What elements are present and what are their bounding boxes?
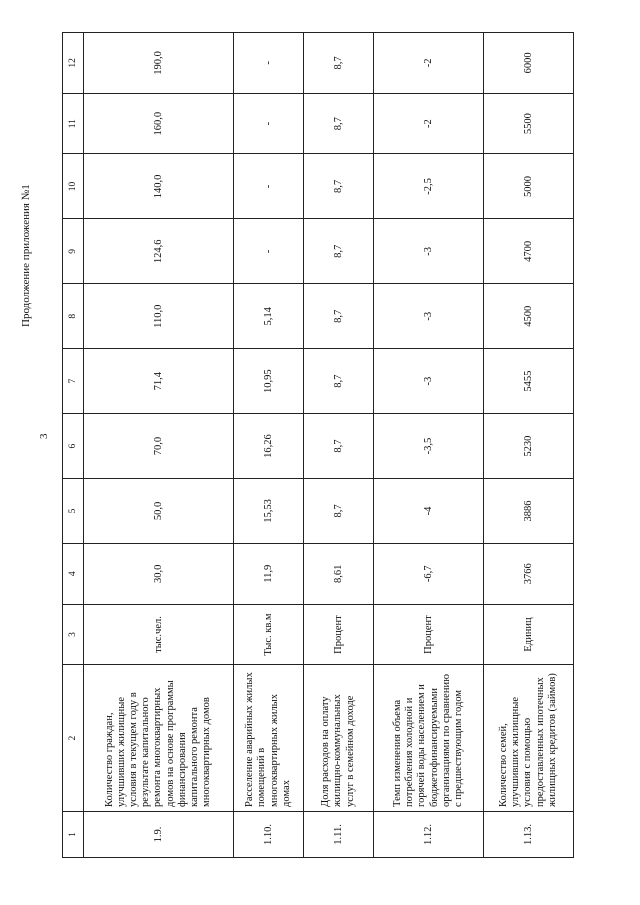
- table-row: [374, 33, 484, 858]
- indicator-name: Расселение аварийных жилых помещений в многоквартирных жилых домах: [234, 665, 304, 812]
- value-cell: 124,6: [84, 219, 234, 284]
- value-cell: 4500: [484, 284, 574, 349]
- value-cell: 8,7: [304, 479, 374, 544]
- value-cell: -3,5: [374, 414, 484, 479]
- row-number: 1.13.: [484, 811, 574, 857]
- value-cell: 4700: [484, 219, 574, 284]
- unit-cell: Тыс. кв.м: [234, 604, 304, 665]
- value-cell: 5500: [484, 93, 574, 154]
- column-header: 4: [63, 543, 84, 604]
- appendix-caption: Продолжение приложения №1: [20, 184, 32, 327]
- value-cell: 5455: [484, 349, 574, 414]
- unit-cell: тыс.чел.: [84, 604, 234, 665]
- value-cell: -3: [374, 219, 484, 284]
- value-cell: 11,9: [234, 543, 304, 604]
- indicator-name: Темп изменения объема потребления холодной и горячей воды населением и бюджетофинансируемыми организациями по сравнению с предшествующим годом: [374, 665, 484, 812]
- value-cell: -6,7: [374, 543, 484, 604]
- row-number: 1.12.: [374, 811, 484, 857]
- column-header: 7: [63, 349, 84, 414]
- value-cell: 70,0: [84, 414, 234, 479]
- value-cell: 140,0: [84, 154, 234, 219]
- value-cell: 8,7: [304, 349, 374, 414]
- value-cell: 110,0: [84, 284, 234, 349]
- value-cell: -3: [374, 349, 484, 414]
- table-row: [84, 33, 234, 858]
- column-number-header: [63, 33, 84, 858]
- indicators-table: [62, 32, 574, 858]
- value-cell: 5230: [484, 414, 574, 479]
- value-cell: -4: [374, 479, 484, 544]
- column-header: 12: [63, 33, 84, 94]
- value-cell: 3766: [484, 543, 574, 604]
- table-row: [484, 33, 574, 858]
- unit-cell: Процент: [304, 604, 374, 665]
- row-number: 1.9.: [84, 811, 234, 857]
- value-cell: -3: [374, 284, 484, 349]
- value-cell: 5,14: [234, 284, 304, 349]
- value-cell: 8,61: [304, 543, 374, 604]
- indicator-name: Количество семей, улучшивших жилищные условия с помощью предоставленных ипотечных жилищных кредитов (займов): [484, 665, 574, 812]
- rotated-table-container: [62, 32, 572, 858]
- column-header: 11: [63, 93, 84, 154]
- unit-cell: Процент: [374, 604, 484, 665]
- value-cell: 30,0: [84, 543, 234, 604]
- value-cell: 8,7: [304, 414, 374, 479]
- column-header: 2: [63, 665, 84, 812]
- column-header: 8: [63, 284, 84, 349]
- value-cell: -: [234, 219, 304, 284]
- value-cell: 8,7: [304, 93, 374, 154]
- column-header: 9: [63, 219, 84, 284]
- value-cell: 8,7: [304, 154, 374, 219]
- value-cell: 8,7: [304, 219, 374, 284]
- value-cell: 50,0: [84, 479, 234, 544]
- value-cell: 190,0: [84, 33, 234, 94]
- value-cell: -: [234, 154, 304, 219]
- value-cell: 71,4: [84, 349, 234, 414]
- value-cell: -: [234, 93, 304, 154]
- indicator-name: Количество граждан, улучшивших жилищные условия в текущем году в результате капитального ремонта многоквартирных домов на основе программы финансирования капитального ремонта многоквартирных домов: [84, 665, 234, 812]
- value-cell: -2: [374, 93, 484, 154]
- indicator-name: Доля расходов на оплату жилищно-коммунальных услуг в семейном доходе: [304, 665, 374, 812]
- column-header: 3: [63, 604, 84, 665]
- value-cell: 5000: [484, 154, 574, 219]
- value-cell: -2: [374, 33, 484, 94]
- value-cell: 15,53: [234, 479, 304, 544]
- row-number: 1.10.: [234, 811, 304, 857]
- value-cell: -: [234, 33, 304, 94]
- column-header: 1: [63, 811, 84, 857]
- unit-cell: Единиц: [484, 604, 574, 665]
- value-cell: 6000: [484, 33, 574, 94]
- value-cell: 8,7: [304, 284, 374, 349]
- page-number: 3: [38, 433, 50, 439]
- table-row: [304, 33, 374, 858]
- column-header: 5: [63, 479, 84, 544]
- row-number: 1.11.: [304, 811, 374, 857]
- value-cell: 3886: [484, 479, 574, 544]
- value-cell: 16,26: [234, 414, 304, 479]
- value-cell: 8,7: [304, 33, 374, 94]
- value-cell: 160,0: [84, 93, 234, 154]
- value-cell: -2,5: [374, 154, 484, 219]
- column-header: 10: [63, 154, 84, 219]
- table-row: [234, 33, 304, 858]
- value-cell: 10,95: [234, 349, 304, 414]
- column-header: 6: [63, 414, 84, 479]
